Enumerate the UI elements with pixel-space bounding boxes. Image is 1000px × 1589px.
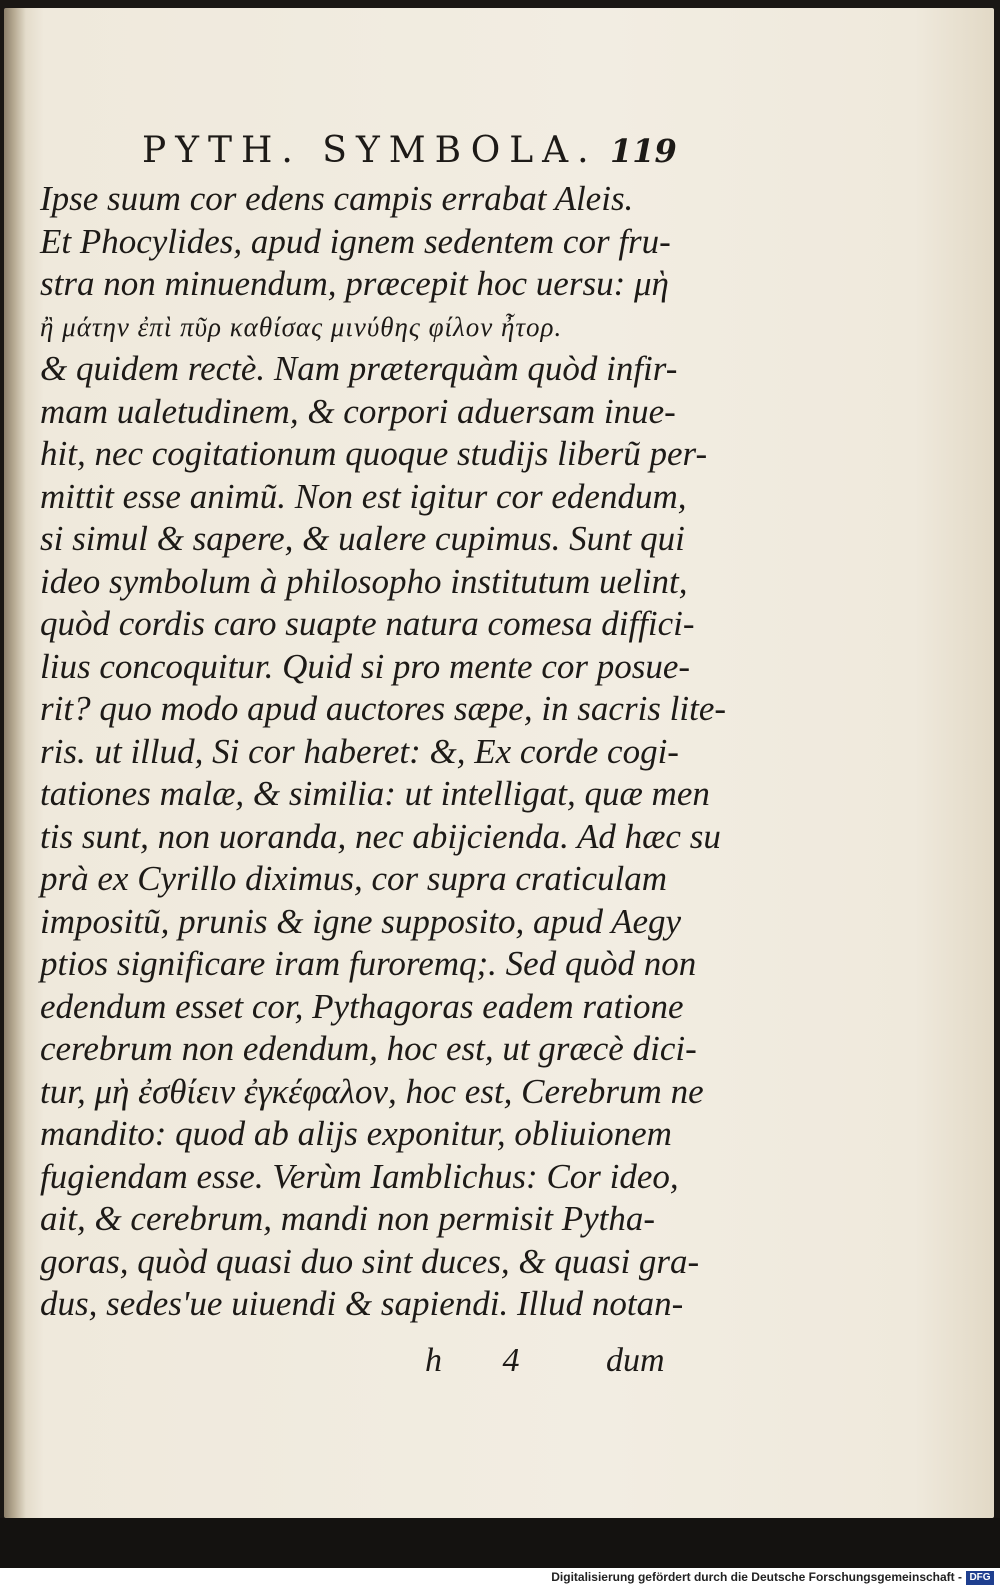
catchword: dum [606,1342,665,1379]
text-line: & quidem rectè. Nam prӕterquàm quòd infir- [40,349,678,388]
text-line: stra non minuendum, præcepit hoc uersu: μὴ [40,264,669,303]
text-line: cerebrum non edendum, hoc est, ut græcè dici- [40,1029,697,1068]
text-line: dus, sedes'ue uiuendi & sapiendi. Illud notan- [40,1284,684,1323]
signature-mark: h 4 [425,1342,546,1379]
page-footer-marks [0,1342,1000,1382]
text-line: si simul & sapere, & ualere cupimus. Sunt qui [40,519,685,558]
text-line: ait, & cerebrum, mandi non permisit Pytha- [40,1199,656,1238]
text-line: tur, μὴ ἐσθίειν ἐγκέφαλον, hoc est, Cerebrum ne [40,1071,704,1111]
text-line: rit? quo modo apud auctores sæpe, in sacris lite- [40,689,727,728]
text-line: lius concoquitur. Quid si pro mente cor posue- [40,646,691,686]
text-line: impositũ, prunis & igne supposito, apud Aegy [40,901,682,941]
text-line: tationes malæ, & similia: ut intelligat, quæ men [40,774,710,813]
text-line-greek: ἢ μάτην ἐπὶ πῦρ καθίσας μινύθης φίλον ἦτορ. [40,311,563,342]
text-line: mandito: quod ab alijs exponitur, obliuionem [40,1114,672,1153]
text-line: tis sunt, non uoranda, nec abijcienda. Ad hæc su [40,816,721,856]
dfg-logo: DFG [966,1571,994,1585]
text-line: Et Phocylides, apud ignem sedentem cor fru- [40,221,671,261]
text-line: Ipse suum cor edens campis errabat Aleis. [40,179,634,218]
text-line: mittit esse animũ. Non est igitur cor edendum, [40,476,687,516]
page-bottom-edge [0,1518,1000,1568]
funding-notice: Digitalisierung gefördert durch die Deutsche Forschungsgemeinschaft - [551,1570,962,1584]
text-line: edendum esset cor, Pythagoras eadem ratione [40,986,684,1026]
page-number: 119 [610,132,677,170]
text-line: fugiendam esse. Verùm Iamblichus: Cor ideo, [40,1156,679,1196]
text-line: ideo symbolum à philosopho institutum uelint, [40,561,688,601]
running-title: PYTH. SYMBOLA. [142,130,598,171]
text-line: mam ualetudinem, & corpori aduersam inue- [40,391,676,431]
text-line: goras, quòd quasi duo sint duces, & quasi gra- [40,1241,700,1281]
text-line: ris. ut illud, Si cor haberet: &, Ex corde cogi- [40,731,679,771]
page-header [142,130,682,180]
text-line: hit, nec cogitationum quoque studijs liberũ per- [40,434,708,473]
digitization-footer [0,1568,1000,1589]
text-line: ptios significare iram furoremq;. Sed quòd non [40,944,697,983]
text-line: prà ex Cyrillo diximus, cor supra craticulam [40,859,668,898]
text-line: quòd cordis caro suapte natura comesa diffici- [40,604,695,643]
body-text [40,178,727,1326]
